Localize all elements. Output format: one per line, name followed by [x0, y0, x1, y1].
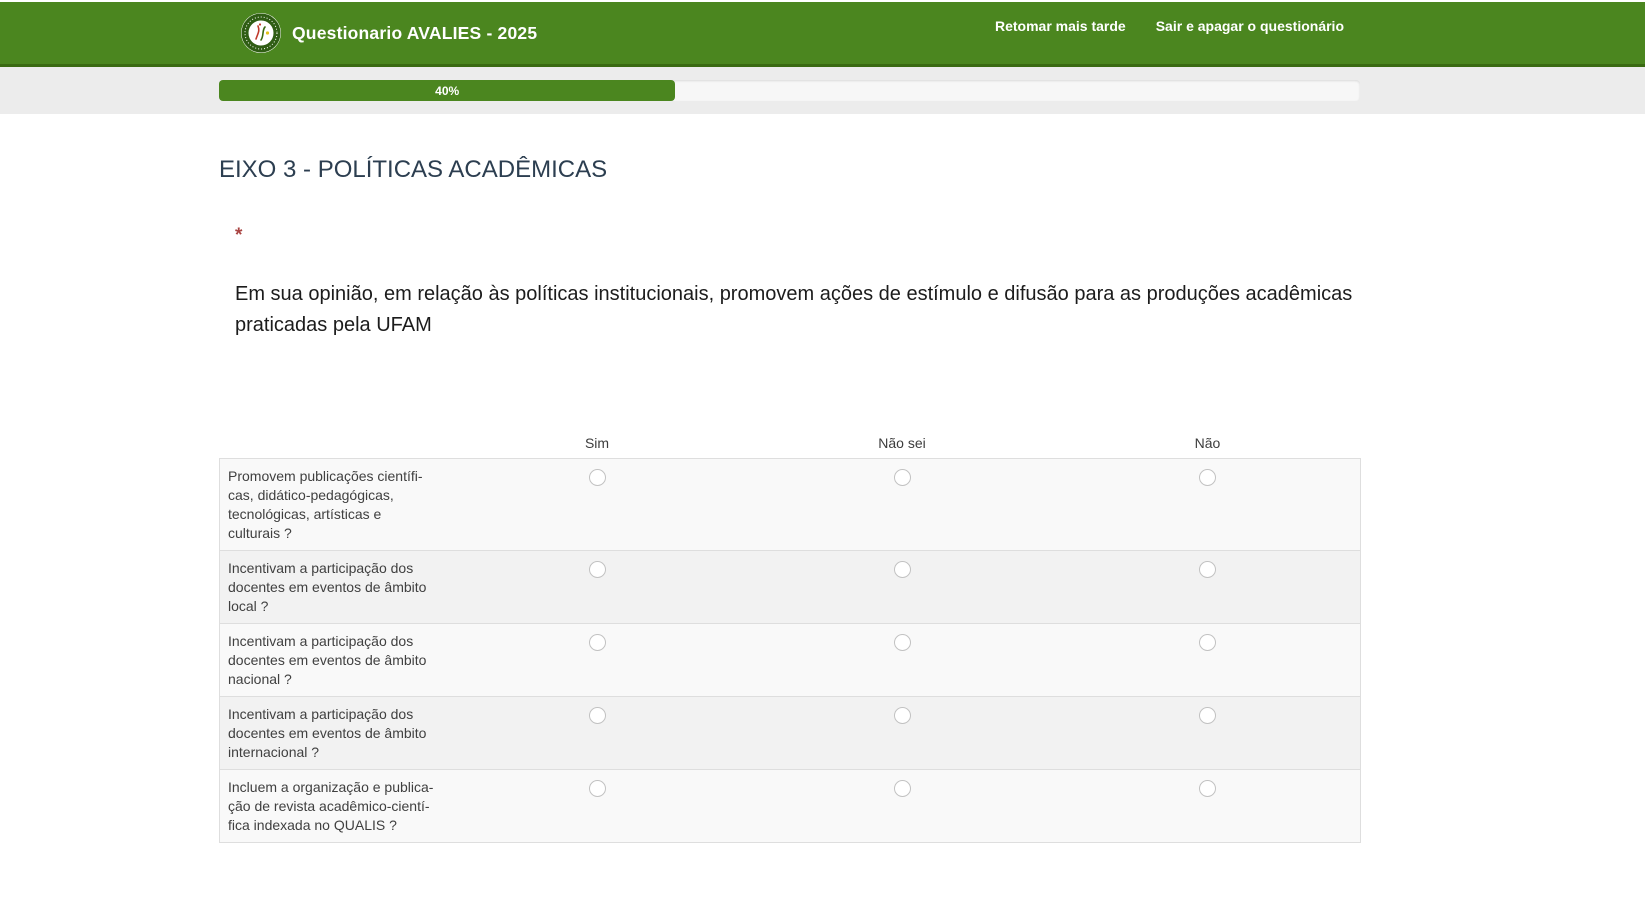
- radio-r3-nao[interactable]: [1199, 634, 1216, 651]
- table-row: [220, 459, 1361, 551]
- question-text: Em sua opinião, em relação às políticas institucionais, promovem ações de estímulo e difusão para as produções acadêmicas praticadas pela UFAM: [235, 283, 1353, 337]
- table-row: [220, 697, 1361, 770]
- app-header: [0, 2, 1645, 67]
- matrix-label-col-header: [220, 435, 445, 459]
- progress-band: [0, 67, 1645, 114]
- top-chrome: [0, 2, 1645, 114]
- table-row: [220, 770, 1361, 843]
- row-label: Incentivam a participação dos docentes em eventos de âmbito local ?: [220, 551, 445, 624]
- radio-r3-nao-sei[interactable]: [894, 634, 911, 651]
- progress-fill: [219, 80, 675, 101]
- progress-label: 40%: [435, 83, 460, 98]
- brand-title: Questionario AVALIES - 2025: [292, 22, 538, 43]
- radio-r5-nao-sei[interactable]: [894, 780, 911, 797]
- row-label: Incentivam a participação dos docentes em eventos de âmbito nacional ?: [220, 624, 445, 697]
- survey-content: [219, 157, 1360, 843]
- col-header-sim: Sim: [584, 435, 610, 452]
- radio-r2-nao[interactable]: [1199, 561, 1216, 578]
- row-label: Incentivam a participação dos docentes em eventos de âmbito internacional ?: [220, 697, 445, 770]
- nav-resume-later-link[interactable]: Retomar mais tarde: [995, 18, 1126, 34]
- col-header-nao-sei: Não sei: [878, 435, 926, 452]
- radio-r1-nao[interactable]: [1199, 469, 1216, 486]
- radio-r2-nao-sei[interactable]: [894, 561, 911, 578]
- radio-r5-sim[interactable]: [589, 780, 606, 797]
- matrix-header-row: [220, 435, 1361, 459]
- header-nav: [995, 2, 1360, 64]
- progress-bar: [219, 80, 1360, 101]
- radio-r1-sim[interactable]: [589, 469, 606, 486]
- required-asterisk: *: [235, 225, 243, 247]
- radio-r1-nao-sei[interactable]: [894, 469, 911, 486]
- row-label: Promovem publicações científicas, didático-pedagógicas, tecnológicas, artísticas e culturais ?: [220, 459, 445, 551]
- navbar-inner: [219, 2, 1360, 64]
- brand: [219, 2, 537, 64]
- radio-r4-nao[interactable]: [1199, 707, 1216, 724]
- row-label: Incluem a organização e publicação de revista acadêmico-científica indexada no QUALIS ?: [220, 770, 445, 843]
- nav-exit-clear-link[interactable]: Sair e apagar o questionário: [1155, 18, 1344, 34]
- table-row: [220, 551, 1361, 624]
- col-header-nao: Não: [1194, 435, 1221, 452]
- ufam-logo-icon: [241, 13, 281, 53]
- group-title: EIXO 3 - POLÍTICAS ACADÊMICAS: [219, 156, 608, 183]
- table-row: [220, 624, 1361, 697]
- radio-r2-sim[interactable]: [589, 561, 606, 578]
- radio-r4-nao-sei[interactable]: [894, 707, 911, 724]
- radio-r4-sim[interactable]: [589, 707, 606, 724]
- radio-r3-sim[interactable]: [589, 634, 606, 651]
- radio-r5-nao[interactable]: [1199, 780, 1216, 797]
- answer-matrix: [219, 435, 1360, 843]
